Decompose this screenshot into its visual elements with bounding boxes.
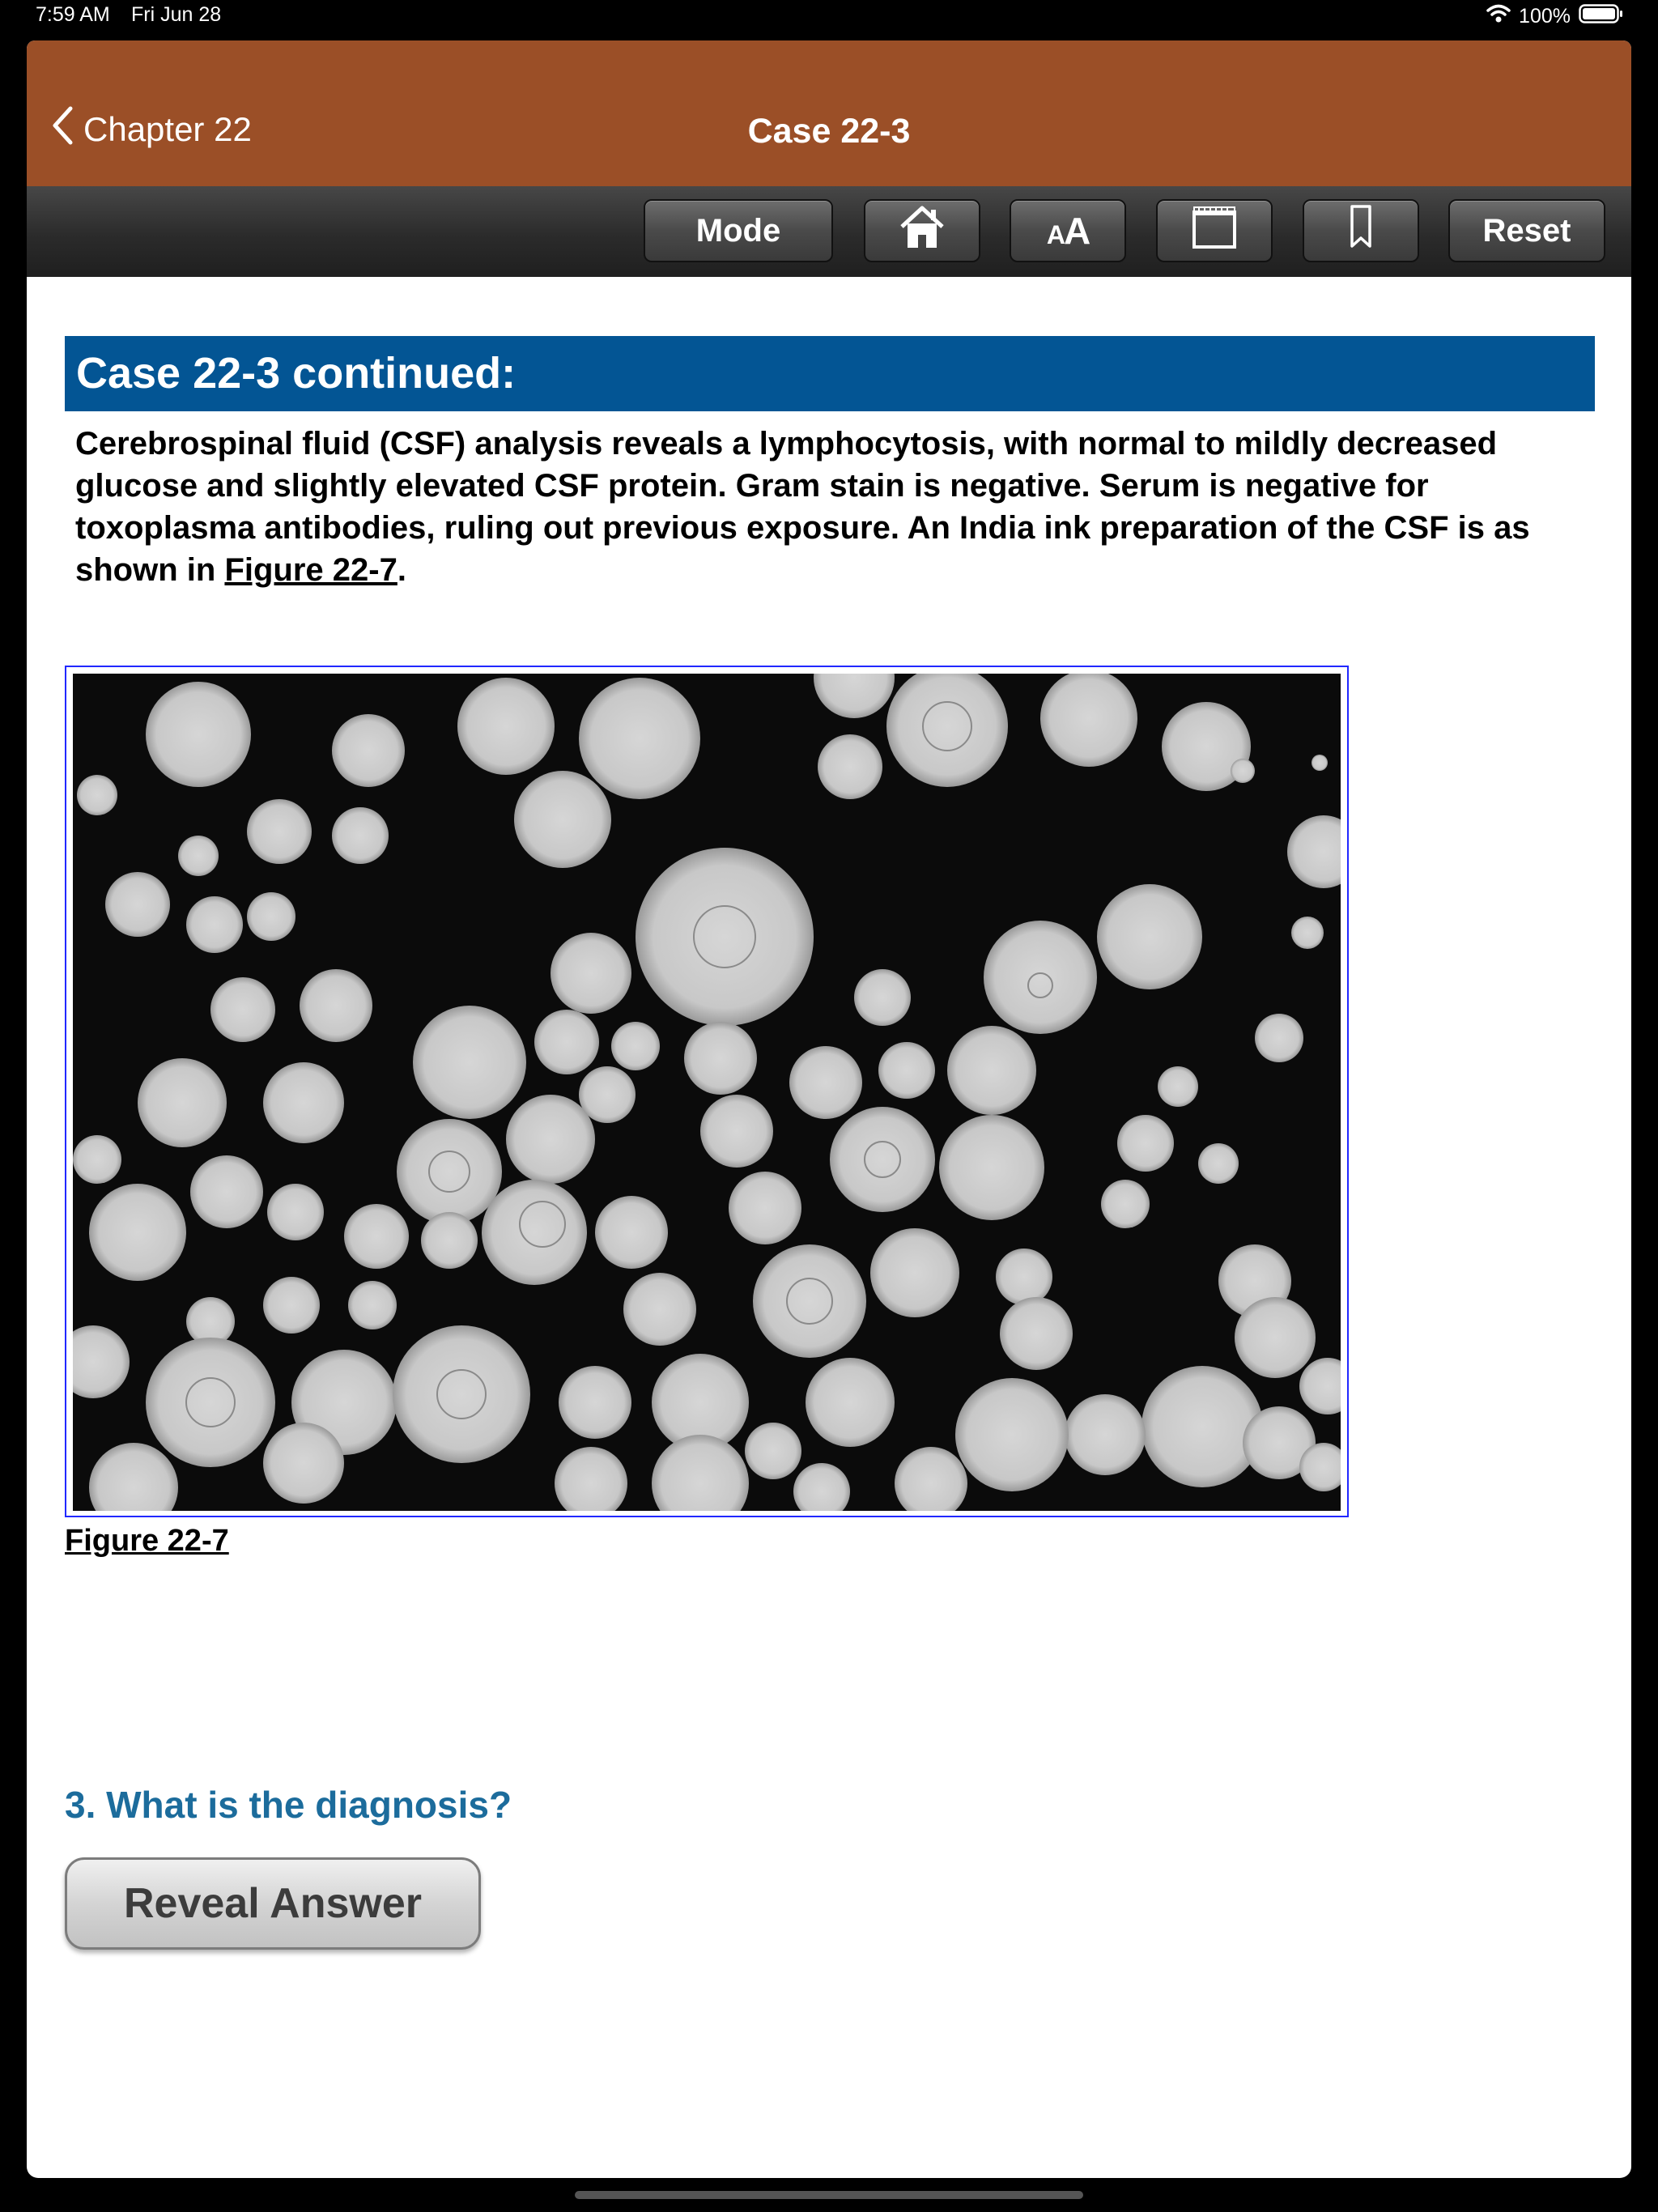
figure-frame[interactable] xyxy=(65,666,1349,1517)
paragraph-text: Cerebrospinal fluid (CSF) analysis reveals a lymphocytosis, with normal to mildly decreased glucose and slightly elevated CSF protein. Gram stain is negative. Serum is negative for toxoplasma antibodies, ruling out previous exposure. An India ink preparation of the CSF is as shown in xyxy=(75,426,1530,588)
figure-caption[interactable]: Figure 22-7 xyxy=(65,1524,229,1558)
navigation-bar xyxy=(27,40,1631,186)
case-paragraph xyxy=(75,423,1597,591)
mode-button[interactable]: Mode xyxy=(644,199,833,262)
question-text: 3. What is the diagnosis? xyxy=(65,1784,512,1826)
wifi-icon xyxy=(1486,4,1511,29)
status-date: Fri Jun 28 xyxy=(131,3,222,26)
status-bar xyxy=(0,0,1658,39)
notepad-icon xyxy=(1191,204,1238,257)
status-right xyxy=(1486,3,1624,30)
bookmark-icon xyxy=(1349,204,1373,257)
bookmark-button[interactable] xyxy=(1303,199,1419,262)
home-indicator[interactable] xyxy=(575,2191,1083,2199)
battery-icon xyxy=(1579,3,1624,30)
notes-button[interactable] xyxy=(1156,199,1273,262)
text-size-icon: AA xyxy=(1046,210,1090,252)
back-button-label: Chapter 22 xyxy=(83,110,252,148)
paragraph-end: . xyxy=(397,552,406,588)
text-size-button[interactable] xyxy=(1010,199,1126,262)
section-title: Case 22-3 continued: xyxy=(65,336,1595,411)
figure-link[interactable]: Figure 22-7 xyxy=(224,552,397,588)
reset-button[interactable]: Reset xyxy=(1448,199,1605,262)
reveal-answer-button[interactable]: Reveal Answer xyxy=(65,1857,481,1950)
page-title: Case 22-3 xyxy=(747,112,911,151)
home-icon xyxy=(899,204,946,257)
app-window xyxy=(27,40,1631,2178)
battery-percent: 100% xyxy=(1519,5,1571,28)
micrograph-image[interactable] xyxy=(73,674,1341,1511)
home-button[interactable] xyxy=(864,199,980,262)
status-time: 7:59 AM xyxy=(36,3,110,26)
toolbar xyxy=(27,186,1631,277)
